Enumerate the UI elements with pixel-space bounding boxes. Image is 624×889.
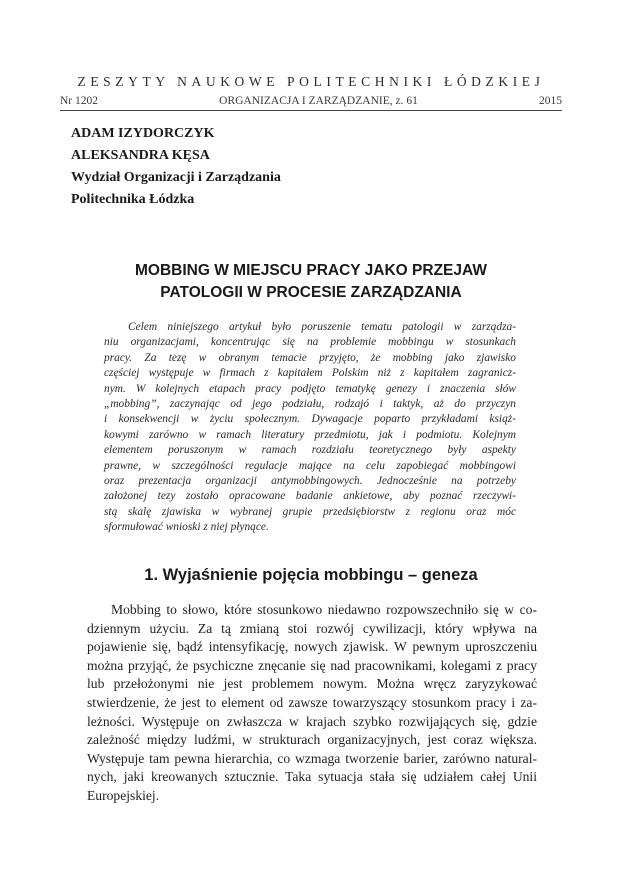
abstract-line: stą skalę zjawiska w wybranej grupie przedsiębiorstw z regionu oraz móc: [104, 505, 516, 518]
issue-info: [60, 95, 562, 107]
body-line: nych, jaki kreowanych sztucznie. Taka sytuacja stała się udziałem całej Unii: [87, 769, 537, 785]
abstract-line: Celem niniejszego artykuł było poruszenie tematu patologii w zarządza-: [128, 321, 516, 333]
abstract-line: oraz prezentacja organizacji antymobbingowych. Jednocześnie na potrzeby: [104, 475, 516, 488]
issue-number: Nr 1202: [60, 95, 99, 107]
abstract-line: „mobbing”, zaczynając od jego podziału, rodzajó i taktyk, aż do przyczyn: [104, 398, 516, 411]
abstract-line: nym. W kolejnych etapach pracy podjęto tematykę genezy i znaczenia słów: [104, 382, 516, 395]
abstract-line: i konsekwencji w życiu społecznym. Dywagacje poparto przykładami książ-: [104, 413, 516, 426]
body-line: zależność między ludźmi, w strukturach organizacyjnych, jest coraz większa.: [87, 732, 537, 748]
body-line: dziennym użyciu. Za tą zmianą stoi rozwój cywilizacji, który wpływa na: [87, 620, 537, 636]
abstract-line: częściej występuje w firmach z kapitałem Polskim niż z kapitałem zagranicz-: [104, 367, 516, 380]
abstract-line: pracy. Za tezę w obranym temacie przyjęto, że mobbing jako zjawisko: [104, 351, 516, 364]
issue-series: ORGANIZACJA I ZARZĄDZANIE, z. 61: [219, 95, 418, 107]
abstract-line: niu organizacjami, koncentrując się na problemie mobbingu w stosunkach: [104, 336, 516, 349]
body-line: Występuje tam pewna hierarchia, co wzmaga tworzenie barier, zarówno natural-: [87, 750, 537, 766]
body-paragraph: [87, 601, 537, 806]
paper-title-line: MOBBING W MIEJSCU PRACY JAKO PRZEJAW: [135, 262, 487, 279]
header-divider: [60, 110, 562, 111]
paper-title-line: PATOLOGII W PROCESIE ZARZĄDZANIA: [160, 284, 462, 301]
journal-name: ZESZYTY NAUKOWE POLITECHNIKI ŁÓDZKIEJ: [77, 74, 545, 89]
body-line: można przyjąć, że psychiczne znęcanie się nad pracownikami, kolegami z pracy: [87, 657, 537, 673]
author-affiliation: Wydział Organizacji i Zarządzania: [71, 170, 281, 185]
section-heading: 1. Wyjaśnienie pojęcia mobbingu – geneza: [144, 566, 478, 584]
body-line: lub przełożonymi nie jest problemem nowym. Można wręcz zaryzykować: [87, 676, 537, 692]
abstract: [104, 320, 516, 536]
issue-year: 2015: [538, 95, 562, 107]
author-affiliation: Politechnika Łódzka: [71, 192, 195, 207]
author-name: ADAM IZYDORCZYK: [71, 126, 215, 141]
abstract-line: elementem poruszonym w ramach rozdziału teoretycznego były aspekty: [104, 444, 516, 457]
body-line: leżności. Występuje on zwłaszcza w krajach szybko rozwijających się, gdzie: [87, 713, 537, 729]
body-line: stwierdzenie, że jest to element od zawsze towarzyszący stosunkom pracy i za-: [87, 694, 537, 710]
abstract-line: prawne, w szczególności regulacje mające na celu zapobiegać mobbingowi: [104, 459, 516, 472]
paper-title: [60, 260, 562, 304]
abstract-line: sformułować wnioski z niej płynące.: [104, 521, 269, 534]
author-name: ALEKSANDRA KĘSA: [71, 148, 210, 163]
author-block: [71, 123, 281, 211]
body-line: pojawienie się, bądź intensyfikację, nowych zjawisk. W pewnym uproszczeniu: [87, 639, 537, 655]
body-line: Mobbing to słowo, które stosunkowo niedawno rozpowszechniło się w co-: [111, 602, 537, 617]
abstract-line: kowymi zarówno w ramach literatury przedmiotu, jak i podmiotu. Kolejnym: [104, 428, 516, 441]
abstract-line: założonej tezy zostało opracowane badanie ankietowe, aby poznać rzeczywi-: [104, 490, 516, 503]
body-line: Europejskiej.: [87, 787, 160, 803]
